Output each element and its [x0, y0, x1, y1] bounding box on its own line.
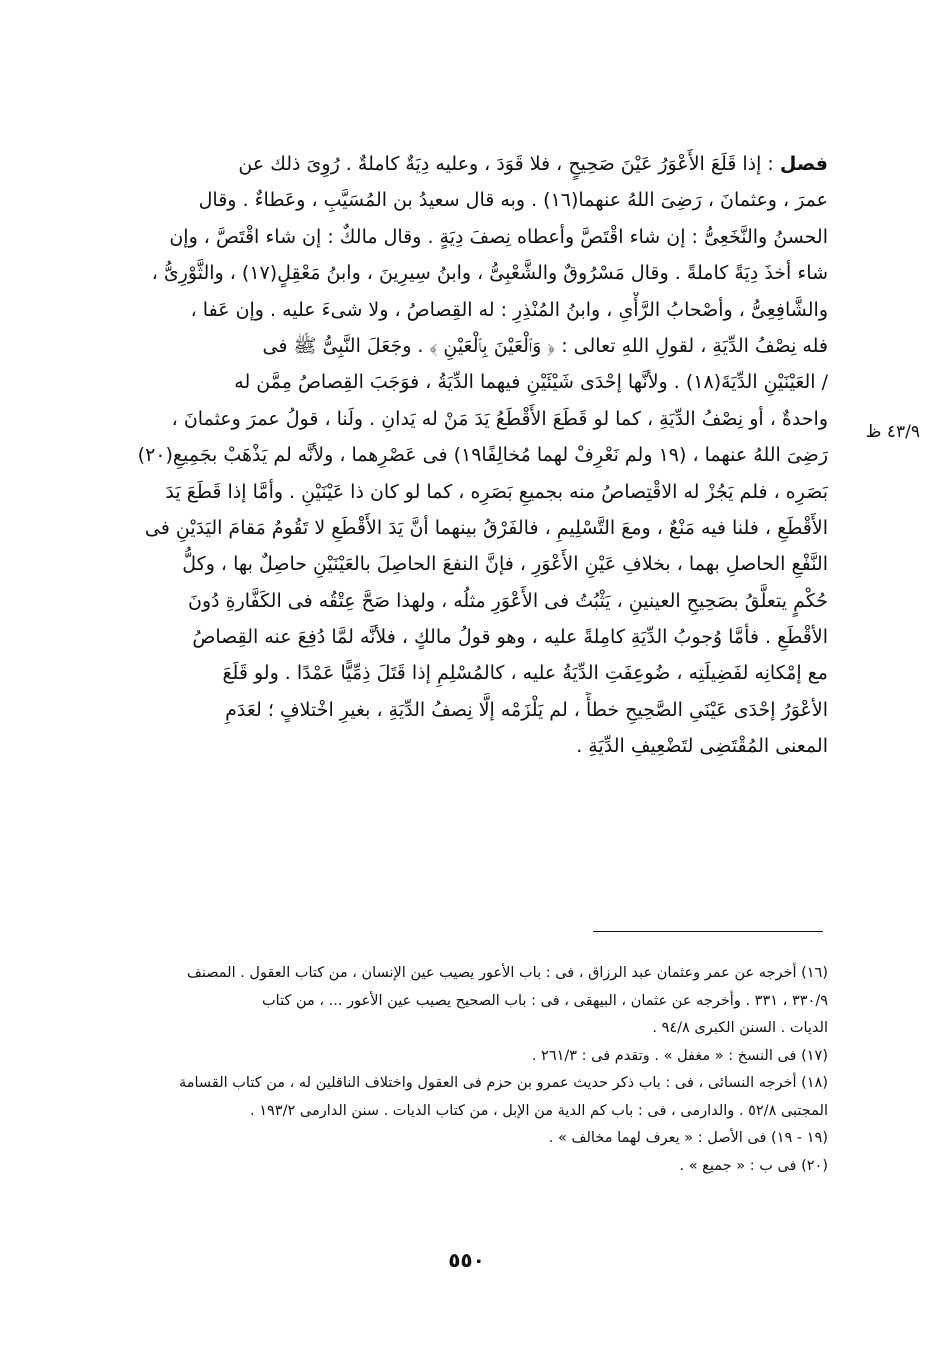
text-line: فله نِصْفُ الدِّيَةِ ، لقولِ اللهِ تعالى : ﴿ وَٱلْعَيْنَ بِٱلْعَيْنِ ﴾ . وجَعَلَ النَّبِىُّ ﷺ فى: [262, 334, 828, 357]
text-line: بَصَرِه ، فلم يَجُزْ له الاقْتِصاصُ منه بجميعِ بَصَرِه ، كما لو كان ذا عَيْنَيْنِ . وأمَّا إذا قَطَعَ يَدَ: [165, 480, 828, 503]
footnote-divider: [593, 931, 823, 932]
text-line: النَّفْعِ الحاصلِ بهما ، بخلافِ عَيْنِ الأَعْوَرِ ، فإنَّ النفعَ الحاصِلَ بالعَيْنَيْنِ حاصِلٌ بها ، وكلُّ: [182, 553, 828, 576]
footnote-line: (١٩ - ١٩) فى الأصل : « يعرف لهما مخالف » .: [548, 1130, 828, 1146]
footnotes: [128, 960, 828, 1180]
text-line: والشَّافِعِىُّ ، وأصْحابُ الرَّأْىِ ، وابنُ المُنْذِرِ : له القِصاصُ ، ولا شىءَ عليه . وإن عَفا ،: [190, 298, 828, 321]
footnote-line: الديات . السنن الكبرى ٩٤/٨ .: [652, 1020, 828, 1036]
footnote-line: المجتبى ٥٢/٨ . والدارمى ، فى : باب كم الدية من الإبل ، من كتاب الديات . سنن الدارمى ١٩٣/٢ .: [249, 1102, 828, 1119]
text-line: المعنى المُقْتَضِى لتَضْعِيفِ الدِّيَةِ .: [576, 735, 828, 758]
page-number: ٥٥٠: [448, 1248, 485, 1272]
main-text: [128, 146, 828, 765]
text-line: رَضِىَ اللهُ عنهما ، (١٩ ولم نَعْرِفْ لهما مُخالِفًا١٩) فى عَصْرِهما ، ولأنَّه لم يَذْهَبْ بجَمِيعِ(٢٠): [137, 444, 828, 467]
text-line: حُكْمٍ يتعلَّقُ بصَحِيحِ العينينِ ، يَثْبُتُ فى الأَعْوَرِ مثلُه ، ولهذا صَحَّ عِتْقُه فى الكَفَّارةِ دُونَ: [188, 589, 828, 612]
text-line: مع إمْكانِه لفَضِيلَتِه ، ضُوعِفَتِ الدِّيَةُ عليه ، كالمُسْلِمِ إذا قَتَلَ ذِمِّيًّا عَمْدًا . ولو قَلَعَ: [222, 662, 828, 685]
section-heading: فصل: [779, 153, 828, 175]
text-line: واحدةٌ ، أو نِصْفُ الدِّيَةِ ، كما لو قَطَعَ الأَقْطَعُ يَدَ مَنْ له يَدانِ . ولَنا ، قولُ عمرَ وعثمانَ ،: [171, 407, 828, 430]
text-line: عمرَ ، وعثمانَ ، رَضِىَ اللهُ عنهما(١٦) . وبه قال سعيدُ بن المُسَيَّبِ ، وعَطاءٌ . وقال: [198, 189, 828, 212]
footnote-line: (١٧) فى النسخ : « مغفل » . وتقدم فى : ٢٦١/٣ .: [531, 1047, 828, 1064]
text-line: فصل : إذا قَلَعَ الأَعْوَرُ عَيْنَ صَحِيحٍ ، فلا قَوَدَ ، وعليه دِيَةٌ كاملةٌ . رُوِىَ ذلك عن: [238, 153, 828, 175]
footnote-line: (١٨) أخرجه النسائى ، فى : باب ذكر حديث عمرو بن حزم فى العقول واختلاف الناقلين له ، من كتاب القسامة: [178, 1075, 828, 1091]
text-line: شاء أخذَ دِيَةً كاملةً . وقال مَسْرُوقٌ والشَّعْبِىُّ ، وابنُ سِيرِينَ ، وابنُ مَعْقِلٍ(١٧) ، والثَّوْرِىُّ ،: [151, 262, 828, 285]
text-line: الحسنُ والنَّخَعِىُّ : إن شاء اقْتَصَّ وأعطاه نِصفَ دِيَةٍ . وقال مالكٌ : إن شاء اقْتَصَّ ، وإن: [169, 225, 828, 248]
text-line: الأقْطَعِ . فأمَّا وُجوبُ الدِّيَةِ كامِلةً عليه ، وهو قولُ مالكٍ ، فلأنَّه لمَّا دُفِعَ عنه القِصاصُ: [192, 626, 828, 649]
text-line: الأَقْطَعِ ، فلنا فيه مَنْعٌ ، ومعَ التَّسْلِيمِ ، فالفَرْقُ بينهما أنَّ يَدَ الأَقْطَعِ لا تَقُومُ مَقامَ اليَدَيْنِ فى: [144, 516, 828, 539]
footnote-line: ٣٣٠/٩ ، ٣٣١ . وأخرجه عن عثمان ، البيهقى ، فى : باب الصحيح يصيب عين الأعور ... ، من كتاب: [262, 992, 828, 1009]
footnote-line: (٢٠) فى ب : « جميع » .: [679, 1157, 828, 1174]
margin-reference: ٤٣/٩ ظ: [865, 422, 920, 442]
text-line: الأعْوَرُ إحْدَى عَيْنَىِ الصَّحِيحِ خطأً ، لم يَلْزَمْه إلَّا نِصفُ الدِّيَةِ ، بغيرِ اخْتلافٍ ؛ لعَدَمِ: [225, 698, 828, 721]
footnote-line: (١٦) أخرجه عن عمر وعثمان عبد الرزاق ، فى : باب الأعور يصيب عين الإنسان ، من كتاب العقول . المصنف: [186, 965, 828, 981]
text-line: / العَيْنَيْنِ الدِّيَةَ(١٨) . ولأنَّها إحْدَى شَيْئَيْنِ فيهما الدِّيَةُ ، فوَجَبَ القِصاصُ مِمَّن له: [234, 371, 828, 394]
